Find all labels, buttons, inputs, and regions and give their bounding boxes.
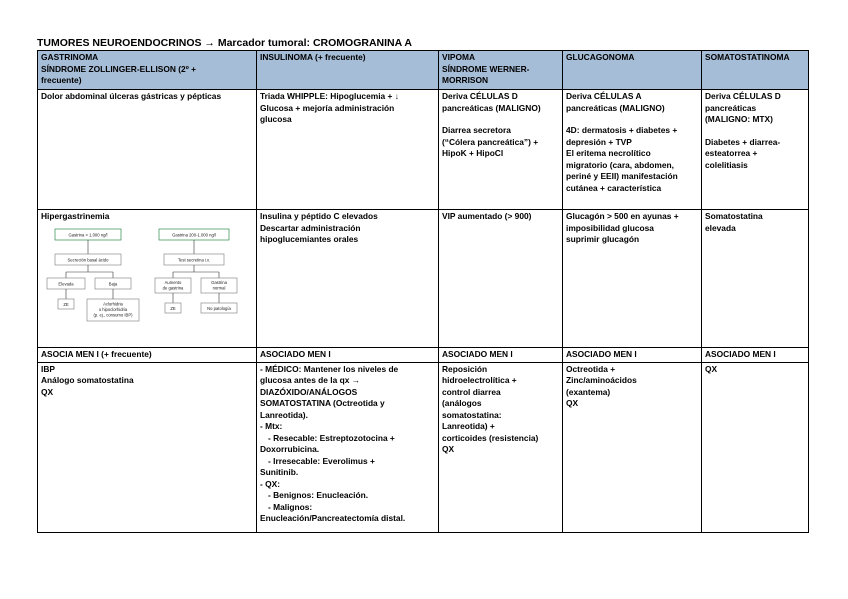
header-somatostatinoma-line: SOMATOSTATINOMA [705,52,790,62]
tratamiento-glucagonoma [563,362,702,532]
asocia-row [38,348,809,363]
diagnostico-row [38,210,809,348]
clinica-somatostatinoma-line: Diabetes + diarrea- [705,136,781,147]
clinica-gastrinoma-line: Dolor abdominal úlceras gástricas y pépticas [41,91,222,101]
clinica-somatostatinoma-line [705,126,805,137]
flow-text-aclor-1: Aclorhidria [103,301,123,306]
tratamiento-insulinoma-line: Doxorrubicina. [260,444,320,454]
tratamiento-insulinoma-line: glucosa antes de la qx → [260,375,361,385]
asocia-glucagonoma: ASOCIADO MEN I [563,348,702,363]
tratamiento-insulinoma-line: - MÉDICO: Mantener los niveles de [260,363,399,374]
header-somatostatinoma [702,51,809,90]
tratamiento-insulinoma-line: - Mtx: [260,421,283,431]
tratamiento-vipoma-line: (análogos [442,398,482,408]
tratamiento-vipoma-line: control diarrea [442,386,501,397]
tratamiento-vipoma-line: Reposición [442,363,488,374]
clinica-insulinoma-line: Triada WHIPPLE: Hipoglucemia + ↓ [260,91,399,101]
tratamiento-gastrinoma [38,362,257,532]
clinica-vipoma-line: HipoK + HipoCl [442,148,504,158]
tratamiento-somatostatinoma-line: QX [705,363,718,374]
tratamiento-glucagonoma-line: (exantema) [566,386,611,397]
clinica-insulinoma-line: Glucosa + mejoría administración [260,102,395,113]
diagnostico-vipoma-line: VIP aumentado (> 900) [442,211,532,221]
tratamiento-gastrinoma-line: IBP [41,363,55,374]
tratamiento-gastrinoma-line: Análogo somatostatina [41,375,134,385]
flow-text-normal-2: normal [212,285,226,290]
clinica-glucagonoma-line: El eritema necrolítico [566,148,651,158]
tratamiento-insulinoma-line: DIAZÓXIDO/ANÁLOGOS [260,386,358,397]
diagnostico-somatostatinoma [702,210,809,348]
clinica-glucagonoma-line: depresión + TVP [566,136,632,147]
flow-text-elevada: Elevada [58,281,74,286]
flow-text-secrecion: Secreción basal ácido [67,257,109,262]
tratamiento-glucagonoma-line: Zinc/aminoácidos [566,375,637,385]
flow-text-gastrina-high: Gastrina > 1.000 ng/l [68,232,108,237]
flow-text-ze-1: ZE [63,301,69,307]
clinica-glucagonoma-line: pancreáticas (MALIGNO) [566,102,665,113]
flow-text-gastrina-mid: Gastrina 200-1.000 ng/l [172,232,216,237]
tratamiento-insulinoma-line: - QX: [260,478,281,489]
diagnostico-insulinoma-line: Descartar administración [260,222,361,233]
flow-text-ze-2: ZE [170,305,176,311]
clinica-somatostatinoma-line: colelitiasis [705,159,748,170]
clinica-somatostatinoma-line: esteatorrea + [705,148,758,158]
header-vipoma-line: VIPOMA [442,52,476,62]
flow-text-no-patologia: No patología [207,305,231,311]
clinica-glucagonoma-line: cutánea + característica [566,182,662,193]
clinica-vipoma-line: Diarrea secretora [442,125,511,135]
diagnostico-somatostatinoma-line: elevada [705,222,736,233]
header-vipoma [439,51,563,90]
header-gastrinoma [38,51,257,90]
clinica-vipoma-line: Deriva CÉLULAS D [442,91,518,101]
header-vipoma-line: SÍNDROME WERNER- [442,63,530,74]
clinica-insulinoma [257,90,439,210]
header-glucagonoma-line: GLUCAGONOMA [566,52,635,62]
flow-text-baja: Baja [108,281,118,286]
neuroendocrine-tumors-table [37,50,809,533]
tratamiento-vipoma [439,362,563,532]
flow-text-aclor-3: (p. ej., consumo IBP) [93,312,133,317]
tratamiento-insulinoma [257,362,439,532]
tratamiento-vipoma-line: QX [442,444,455,454]
asocia-gastrinoma: ASOCIA MEN I (+ frecuente) [38,348,257,363]
flow-text-aclor-2: o hipoclorhidria [98,306,128,312]
clinica-somatostatinoma-line: pancreáticas [705,102,757,113]
tratamiento-insulinoma-line: Sunitinib. [260,467,299,477]
tratamiento-insulinoma-line: - Malignos: [268,501,313,512]
diagnostico-insulinoma [257,210,439,348]
header-gastrinoma-line: SÍNDROME ZOLLINGER-ELLISON (2º + [41,63,196,74]
tratamiento-insulinoma-line: SOMATOSTATINA (Octreotida y [260,398,385,408]
clinica-glucagonoma [563,90,702,210]
tratamiento-vipoma-line: somatostatina: [442,409,502,420]
tratamiento-insulinoma-line: Lanreotida). [260,409,308,420]
clinica-somatostatinoma-line: Deriva CÉLULAS D [705,91,781,101]
diagnostico-vipoma [439,210,563,348]
diagnostico-glucagonoma-line: Glucagón > 500 en ayunas + [566,211,679,221]
diagnostico-gastrinoma [38,210,257,348]
clinica-vipoma-line: pancreáticas (MALIGNO) [442,102,541,113]
diagnostico-insulinoma-line: hipoglucemiantes orales [260,234,359,244]
clinica-glucagonoma-line: Deriva CÉLULAS A [566,91,642,101]
clinica-glucagonoma-line [566,114,698,125]
tratamiento-insulinoma-line: Enucleación/Pancreatectomía distal. [260,513,406,523]
asocia-insulinoma: ASOCIADO MEN I [257,348,439,363]
clinica-somatostatinoma-line: (MALIGNO: MTX) [705,114,773,124]
clinica-glucagonoma-line: migratorio (cara, abdomen, [566,159,674,170]
clinica-glucagonoma-line: 4D: dermatosis + diabetes + [566,125,678,135]
diagnostico-glucagonoma-line: imposibilidad glucosa [566,222,654,233]
tratamiento-glucagonoma-line: Octreotida + [566,363,616,374]
clinica-glucagonoma-line: periné y EEII) manifestación [566,171,678,181]
tratamiento-insulinoma-line: - Benignos: Enucleación. [268,490,369,500]
clinica-vipoma-line [442,114,559,125]
diagnostico-somatostatinoma-line: Somatostatina [705,211,763,221]
page-title: TUMORES NEUROENDOCRINOS → Marcador tumoral: CROMOGRANINA A [37,37,412,49]
tratamiento-insulinoma-line: - Irresecable: Everolimus + [268,455,375,466]
asocia-somatostatinoma: ASOCIADO MEN I [702,348,809,363]
diagnostico-glucagonoma-line: suprimir glucagón [566,234,640,244]
flow-text-aumento-1: Aumento [164,279,182,285]
tratamiento-vipoma-line: Lanreotida) + [442,421,495,431]
flow-text-normal-1: Gastrina [211,279,227,285]
header-insulinoma-line: INSULINOMA (+ frecuente) [260,52,366,62]
tratamiento-row [38,362,809,532]
clinica-row [38,90,809,210]
asocia-vipoma: ASOCIADO MEN I [439,348,563,363]
tratamiento-vipoma-line: hidroelectrolítica + [442,375,517,385]
clinica-vipoma [439,90,563,210]
gastrin-diagnosis-flowchart [41,227,249,335]
tratamiento-insulinoma-line: - Resecable: Estreptozotocina + [268,432,395,443]
clinica-somatostatinoma [702,90,809,210]
header-gastrinoma-line: GASTRINOMA [41,52,99,62]
flow-text-test-secretina: Test secretina i.v. [177,257,211,262]
header-gastrinoma-line: frecuente) [41,75,82,85]
header-glucagonoma [563,51,702,90]
clinica-insulinoma-line: glucosa [260,114,292,124]
diagnostico-gastrinoma-text: Hipergastrinemia [41,211,110,221]
header-vipoma-line: MORRISON [442,75,489,85]
tratamiento-gastrinoma-line: QX [41,386,54,397]
header-row [38,51,809,90]
tratamiento-somatostatinoma [702,362,809,532]
clinica-gastrinoma [38,90,257,210]
tratamiento-vipoma-line: corticoides (resistencia) [442,432,539,443]
flow-text-aumento-2: de gastrina [162,285,184,290]
clinica-vipoma-line: (“Cólera pancreática”) + [442,136,539,147]
diagnostico-insulinoma-line: Insulina y péptido C elevados [260,211,378,221]
header-insulinoma [257,51,439,90]
tratamiento-glucagonoma-line: QX [566,398,579,408]
diagnostico-glucagonoma [563,210,702,348]
